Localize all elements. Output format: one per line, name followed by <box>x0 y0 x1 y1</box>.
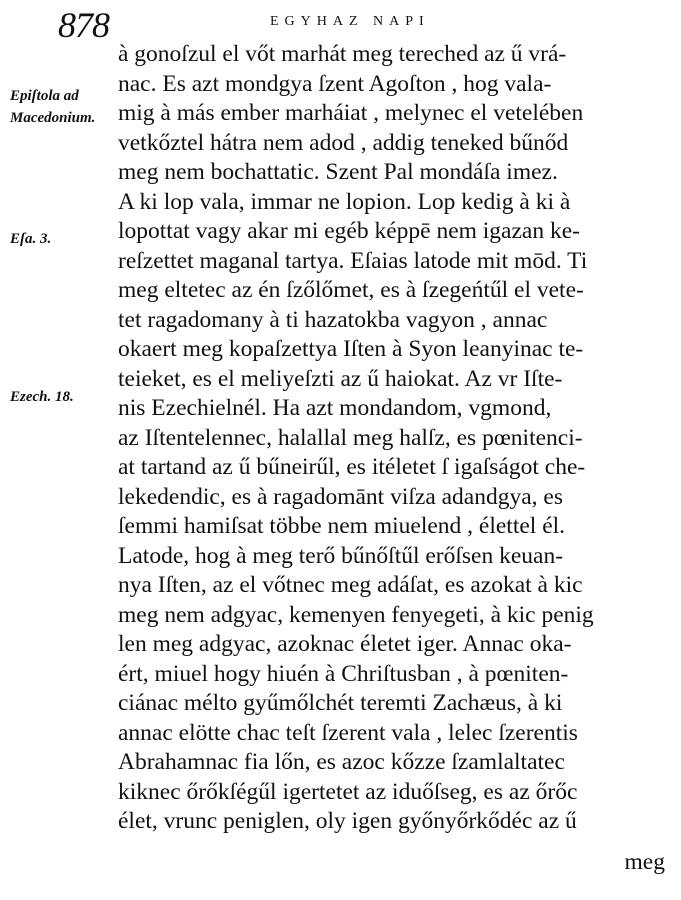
text-line: meg nem bochattatic. Szent Pal mondáſa imez. <box>118 159 558 185</box>
text-line: A ki lop vala, immar ne lopion. Lop kedig à ki à <box>118 188 571 215</box>
text-line: Abrahamnac fia lőn, es azoc kőzze ſzamlaltatec <box>118 749 565 775</box>
catchword: meg <box>624 849 665 875</box>
text-line: vetkőztel hátra nem adod , addig teneked bűnőd <box>118 129 569 156</box>
text-line: ſemmi hamiſsat többe nem miuelend , élettel él. <box>118 513 566 539</box>
margin-note-ezech: Ezech. 18. <box>10 389 74 405</box>
text-line: nya Iſten, az el vőtnec meg adáſat, es azokat à kic <box>118 572 583 598</box>
text-line: Latode, hog à meg terő bűnőſtűl erőſsen keuan- <box>118 542 564 569</box>
text-line: az Iſtentelennec, halallal meg halſz, es pœnitenci- <box>118 424 583 451</box>
text-line: tet ragadomany à ti hazatokba vagyon , annac <box>118 306 548 333</box>
text-line: teieket, es el meliyeſzti az ű haiokat. Az vr Iſte- <box>118 365 563 392</box>
running-title: EGYHAZ NAPI <box>270 14 430 29</box>
text-line: nac. Es azt mondgya ſzent Agoſton , hog vala- <box>118 70 552 97</box>
margin-note-esa: Eſa. 3. <box>10 231 52 247</box>
text-line: élet, vrunc peniglen, oly igen győnyőrkődéc az ű <box>118 808 577 834</box>
text-line: kiknec őrőkſégűl igertetet az iduőſseg, es az őrőc <box>118 778 578 805</box>
text-line: len meg adgyac, azoknac életet iger. Annac oka- <box>118 631 572 657</box>
text-line: okaert meg kopaſzettya Iſten à Syon leanyinac te- <box>118 336 584 362</box>
page-number: 878 <box>58 5 109 45</box>
text-line: nis Ezechielnél. Ha azt mondandom, vgmond, <box>118 395 552 421</box>
text-line: at tartand az ű bűneirűl, es itéletet ſ igaſságot che- <box>118 454 586 480</box>
text-line: ért, miuel hogy hiuén à Chriſtusban , à pœniten- <box>118 660 569 687</box>
text-line: meg nem adgyac, kemenyen fenyegeti, à kic penig <box>118 601 594 628</box>
text-line: reſzettet maganal tartya. Eſaias latode mit mōd. Ti <box>118 247 588 274</box>
text-line: lekedendic, es à ragadomānt viſza adandgya, es <box>118 483 563 510</box>
text-line: annac elötte chac teſt ſzerent vala , lelec ſzerentis <box>118 719 578 746</box>
body-text <box>118 40 663 837</box>
margin-note-epistola: Epiſtola ad Macedonium. <box>10 88 96 126</box>
text-line: ciánac mélto gyűmőlchét teremti Zachæus, à ki <box>118 690 563 716</box>
text-line: mig à más ember marháiat , melynec el vetelében <box>118 100 584 126</box>
text-line: lopottat vagy akar mi egéb képpē nem igazan ke- <box>118 218 580 244</box>
text-line: à gonoſzul el vőt marhát meg tereched az ű vrá- <box>118 41 567 67</box>
text-line: meg eltetec az én ſzőlőmet, es à ſzegeńtűl el vete- <box>118 277 584 303</box>
